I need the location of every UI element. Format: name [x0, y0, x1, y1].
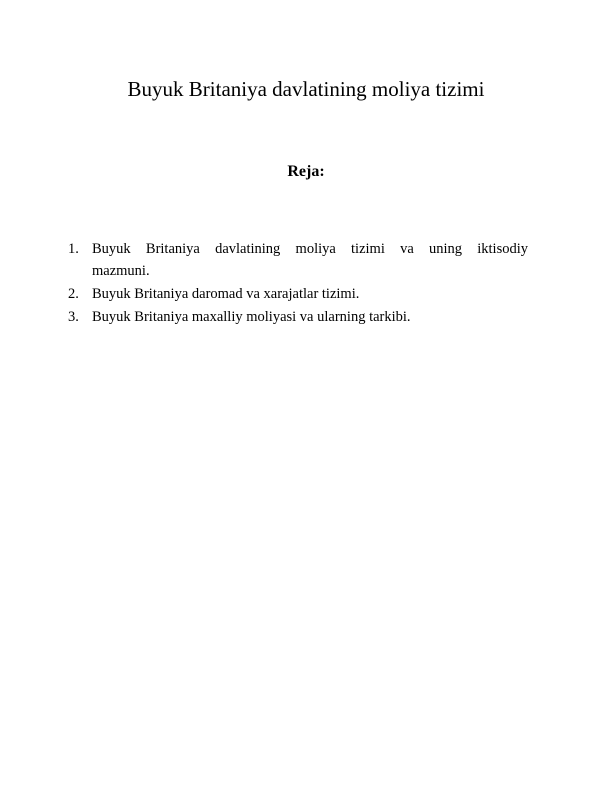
plan-item-2	[68, 283, 528, 305]
plan-item-1	[68, 238, 528, 282]
plan-item-text: Buyuk Britaniya davlatining moliya tizimi va uning iktisodiy mazmuni.	[92, 241, 528, 279]
plan-list	[68, 238, 528, 329]
document-title: Buyuk Britaniya davlatining moliya tizimi	[127, 77, 485, 101]
plan-item-number: 3.	[68, 309, 79, 325]
plan-item-3	[68, 306, 528, 328]
plan-item-number: 1.	[68, 241, 79, 257]
plan-item-number: 2.	[68, 286, 79, 302]
plan-heading: Reja:	[287, 163, 325, 180]
plan-item-text: Buyuk Britaniya maxalliy moliyasi va ularning tarkibi.	[92, 309, 411, 325]
plan-item-text: Buyuk Britaniya daromad va xarajatlar tizimi.	[92, 286, 360, 302]
